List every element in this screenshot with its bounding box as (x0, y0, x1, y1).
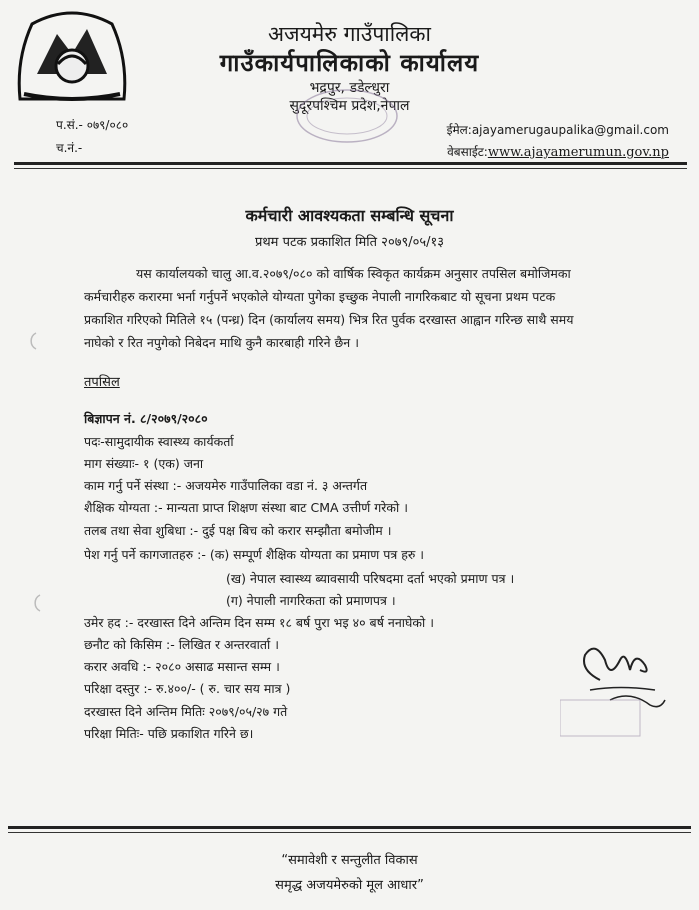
footer-divider-thin (8, 832, 691, 833)
application-deadline: दरखास्त दिने अन्तिम मितिः २०७९/०५/२७ गते (84, 704, 288, 719)
qualification: शैक्षिक योग्यता :- मान्यता प्राप्त शिक्षण संस्था बाट CMA उत्तीर्ण गरेको । (84, 500, 408, 515)
signature-icon (560, 630, 680, 740)
punch-hole-icon (18, 330, 40, 352)
header-divider-thin (14, 168, 687, 169)
website-label: वेबसाईट: (447, 145, 488, 159)
email-line (447, 121, 669, 138)
workplace: काम गर्नु पर्ने संस्था :- अजयमेरु गाउँपालिका वडा नं. ३ अन्तर्गत (84, 478, 368, 493)
details-heading: तपसिल (84, 375, 120, 390)
body-line: यस कार्यालयको चालु आ.व.२०७९/०८० को वार्षिक स्विकृत कार्यक्रम अनुसार तपसिल बमोजिमका (136, 266, 571, 281)
address-line-1: भद्रपुर, डडेल्धुरा (309, 80, 390, 96)
document-item: (क) सम्पूर्ण शैक्षिक योग्यता का प्रमाण पत्र हरु । (209, 547, 425, 562)
document-item: (ख) नेपाल स्वास्थ्य ब्यावसायी परिषदमा दर्ता भएको प्रमाण पत्र । (226, 571, 515, 586)
body-line: नाघेको र रित नपुगेको निबेदन माथि कुनै कारबाही गरिने छैन । (84, 335, 359, 350)
footer-divider (8, 826, 691, 829)
email-address[interactable]: ajayamerugaupalika@gmail.com (471, 123, 669, 137)
contract-period: करार अवधि :- २०८० असाढ मसान्त सम्म । (84, 659, 280, 674)
demand-count: माग संख्याः- १ (एक) जना (84, 456, 204, 471)
publication-date: प्रथम पटक प्रकाशित मिति २०७९/०५/१३ (254, 235, 445, 250)
salary-benefits: तलब तथा सेवा शुबिधा :- दुई पक्ष बिच को करार सम्झौता बमोजीम । (84, 523, 392, 538)
notice-body (84, 262, 690, 354)
selection-method: छनौट को किसिम :- लिखित र अन्तरवार्ता । (84, 637, 279, 652)
notice-title: कर्मचारी आवश्यकता सम्बन्धि सूचना (245, 206, 454, 225)
address-line-2: सुदूरपश्चिम प्रदेश,नेपाल (289, 98, 410, 114)
website-link[interactable]: www.ajayamerumun.gov.np (487, 145, 669, 160)
documents-label: पेश गर्नु पर्ने कागजातहरु :- (84, 547, 206, 562)
header-divider (14, 162, 687, 165)
slogan-line-1: “समावेशी र सन्तुलीत विकास (281, 853, 418, 868)
exam-fee: परिक्षा दस्तुर :- रु.४००/- ( रु. चार सय मात्र ) (84, 681, 291, 696)
punch-hole-icon (22, 592, 44, 614)
documents-required (84, 546, 424, 563)
office-stamp-icon (292, 84, 402, 144)
exam-date: परिक्षा मितिः- पछि प्रकाशित गरिने छ। (84, 726, 254, 741)
dispatch-number: च.नं.- (56, 141, 83, 155)
reference-number: प.सं.- ०७९/०८० (56, 118, 129, 132)
post-name: पदः-सामुदायीक स्वास्थ्य कार्यकर्ता (84, 434, 234, 449)
age-limit: उमेर हद :- दरखास्त दिने अन्तिम दिन सम्म १८ बर्ष पुरा भइ ४० बर्ष ननाघेको । (84, 615, 434, 630)
website-line (447, 143, 669, 160)
document-item: (ग) नेपाली नागरिकता को प्रमाणपत्र । (226, 593, 396, 608)
body-line: कर्मचारीहरु करारमा भर्ना गर्नुपर्ने भएकोले योग्यता पुगेका इच्छुक नेपाली नागरिकबाट यो सूचना प्रथम पटक (84, 289, 556, 304)
body-line: प्रकाशित गरिएको मितिले १५ (पन्ध्र) दिन (कार्यालय समय) भित्र रित पुर्वक दरखास्त आह्वान गरिन्छ साथै समय (84, 312, 574, 327)
slogan-line-2: समृद्ध अजयमेरुको मूल आधार” (275, 878, 424, 893)
office-name: गाउँकार्यपालिकाको कार्यालय (219, 49, 480, 77)
municipality-name: अजयमेरु गाउँपालिका (268, 22, 431, 46)
advertisement-number: बिज्ञापन नं. ८/२०७९/२०८० (84, 411, 208, 426)
email-label: ईमेल: (446, 123, 472, 137)
